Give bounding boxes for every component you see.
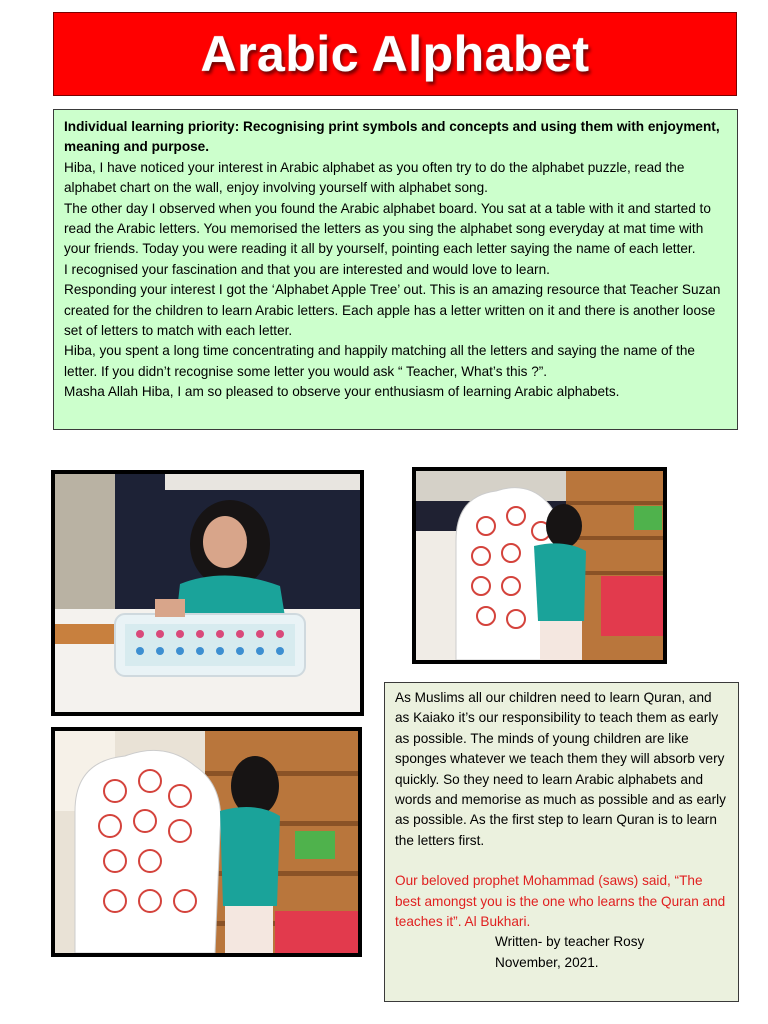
story-paragraph: Responding your interest I got the ‘Alphabet Apple Tree’ out. This is an amazing resource that Teacher Suzan created for the children to learn Arabic letters. Each apple has a letter written on it and there is another loose set of letters to match with each letter.: [64, 282, 721, 339]
photo-apple-tree-wide: [51, 727, 362, 957]
hadith-quote: Our beloved prophet Mohammad (saws) said, “The best amongst you is the one who learns the Quran and teaches it”. Al Bukhari.: [395, 873, 726, 930]
author-signature: Written- by teacher Rosy: [495, 934, 645, 950]
page-title: Arabic Alphabet: [200, 26, 590, 82]
learning-story-box: [53, 109, 738, 430]
story-paragraph: Hiba, you spent a long time concentrating and happily matching all the letters and saying the name of the letter. If you didn’t recognise some letter you would ask “ Teacher, What’s this ?”.: [64, 343, 695, 379]
title-banner: [53, 12, 737, 96]
photo-apple-tree-small-image: [416, 471, 663, 660]
photo-alphabet-board: [51, 470, 364, 716]
learning-priority: Individual learning priority: Recognising print symbols and concepts and using them with enjoyment, meaning and purpose.: [64, 119, 720, 155]
photo-alphabet-board-image: [55, 474, 360, 712]
photo-apple-tree-wide-image: [55, 731, 358, 953]
photo-apple-tree-small: [412, 467, 667, 664]
story-paragraph: The other day I observed when you found the Arabic alphabet board. You sat at a table with it and started to read the Arabic letters. You memorised the letters as you sing the alphabet song everyday at mat time with your friends. Today you were reading it all by yourself, pointing each letter saying the name of each letter.: [64, 200, 711, 257]
story-paragraph: I recognised your fascination and that you are interested and would love to learn.: [64, 261, 550, 277]
reflection-text: As Muslims all our children need to learn Quran, and as Kaiako it’s our responsibility to teach them as early as possible. The minds of young children are like sponges whatever we teach them they will absorb very quickly. So they need to learn Arabic alphabets and words and memorise as much as possible and as early as possible. As the first step to learn Quran is to learn the letters first.: [395, 690, 726, 848]
reflection-box: [384, 682, 739, 1002]
story-paragraph: Masha Allah Hiba, I am so pleased to observe your enthusiasm of learning Arabic alphabets.: [64, 384, 620, 400]
story-paragraph: Hiba, I have noticed your interest in Arabic alphabet as you often try to do the alphabet puzzle, read the alphabet chart on the wall, enjoy involving yourself with alphabet song.: [64, 159, 685, 196]
author-date: November, 2021.: [495, 954, 599, 970]
